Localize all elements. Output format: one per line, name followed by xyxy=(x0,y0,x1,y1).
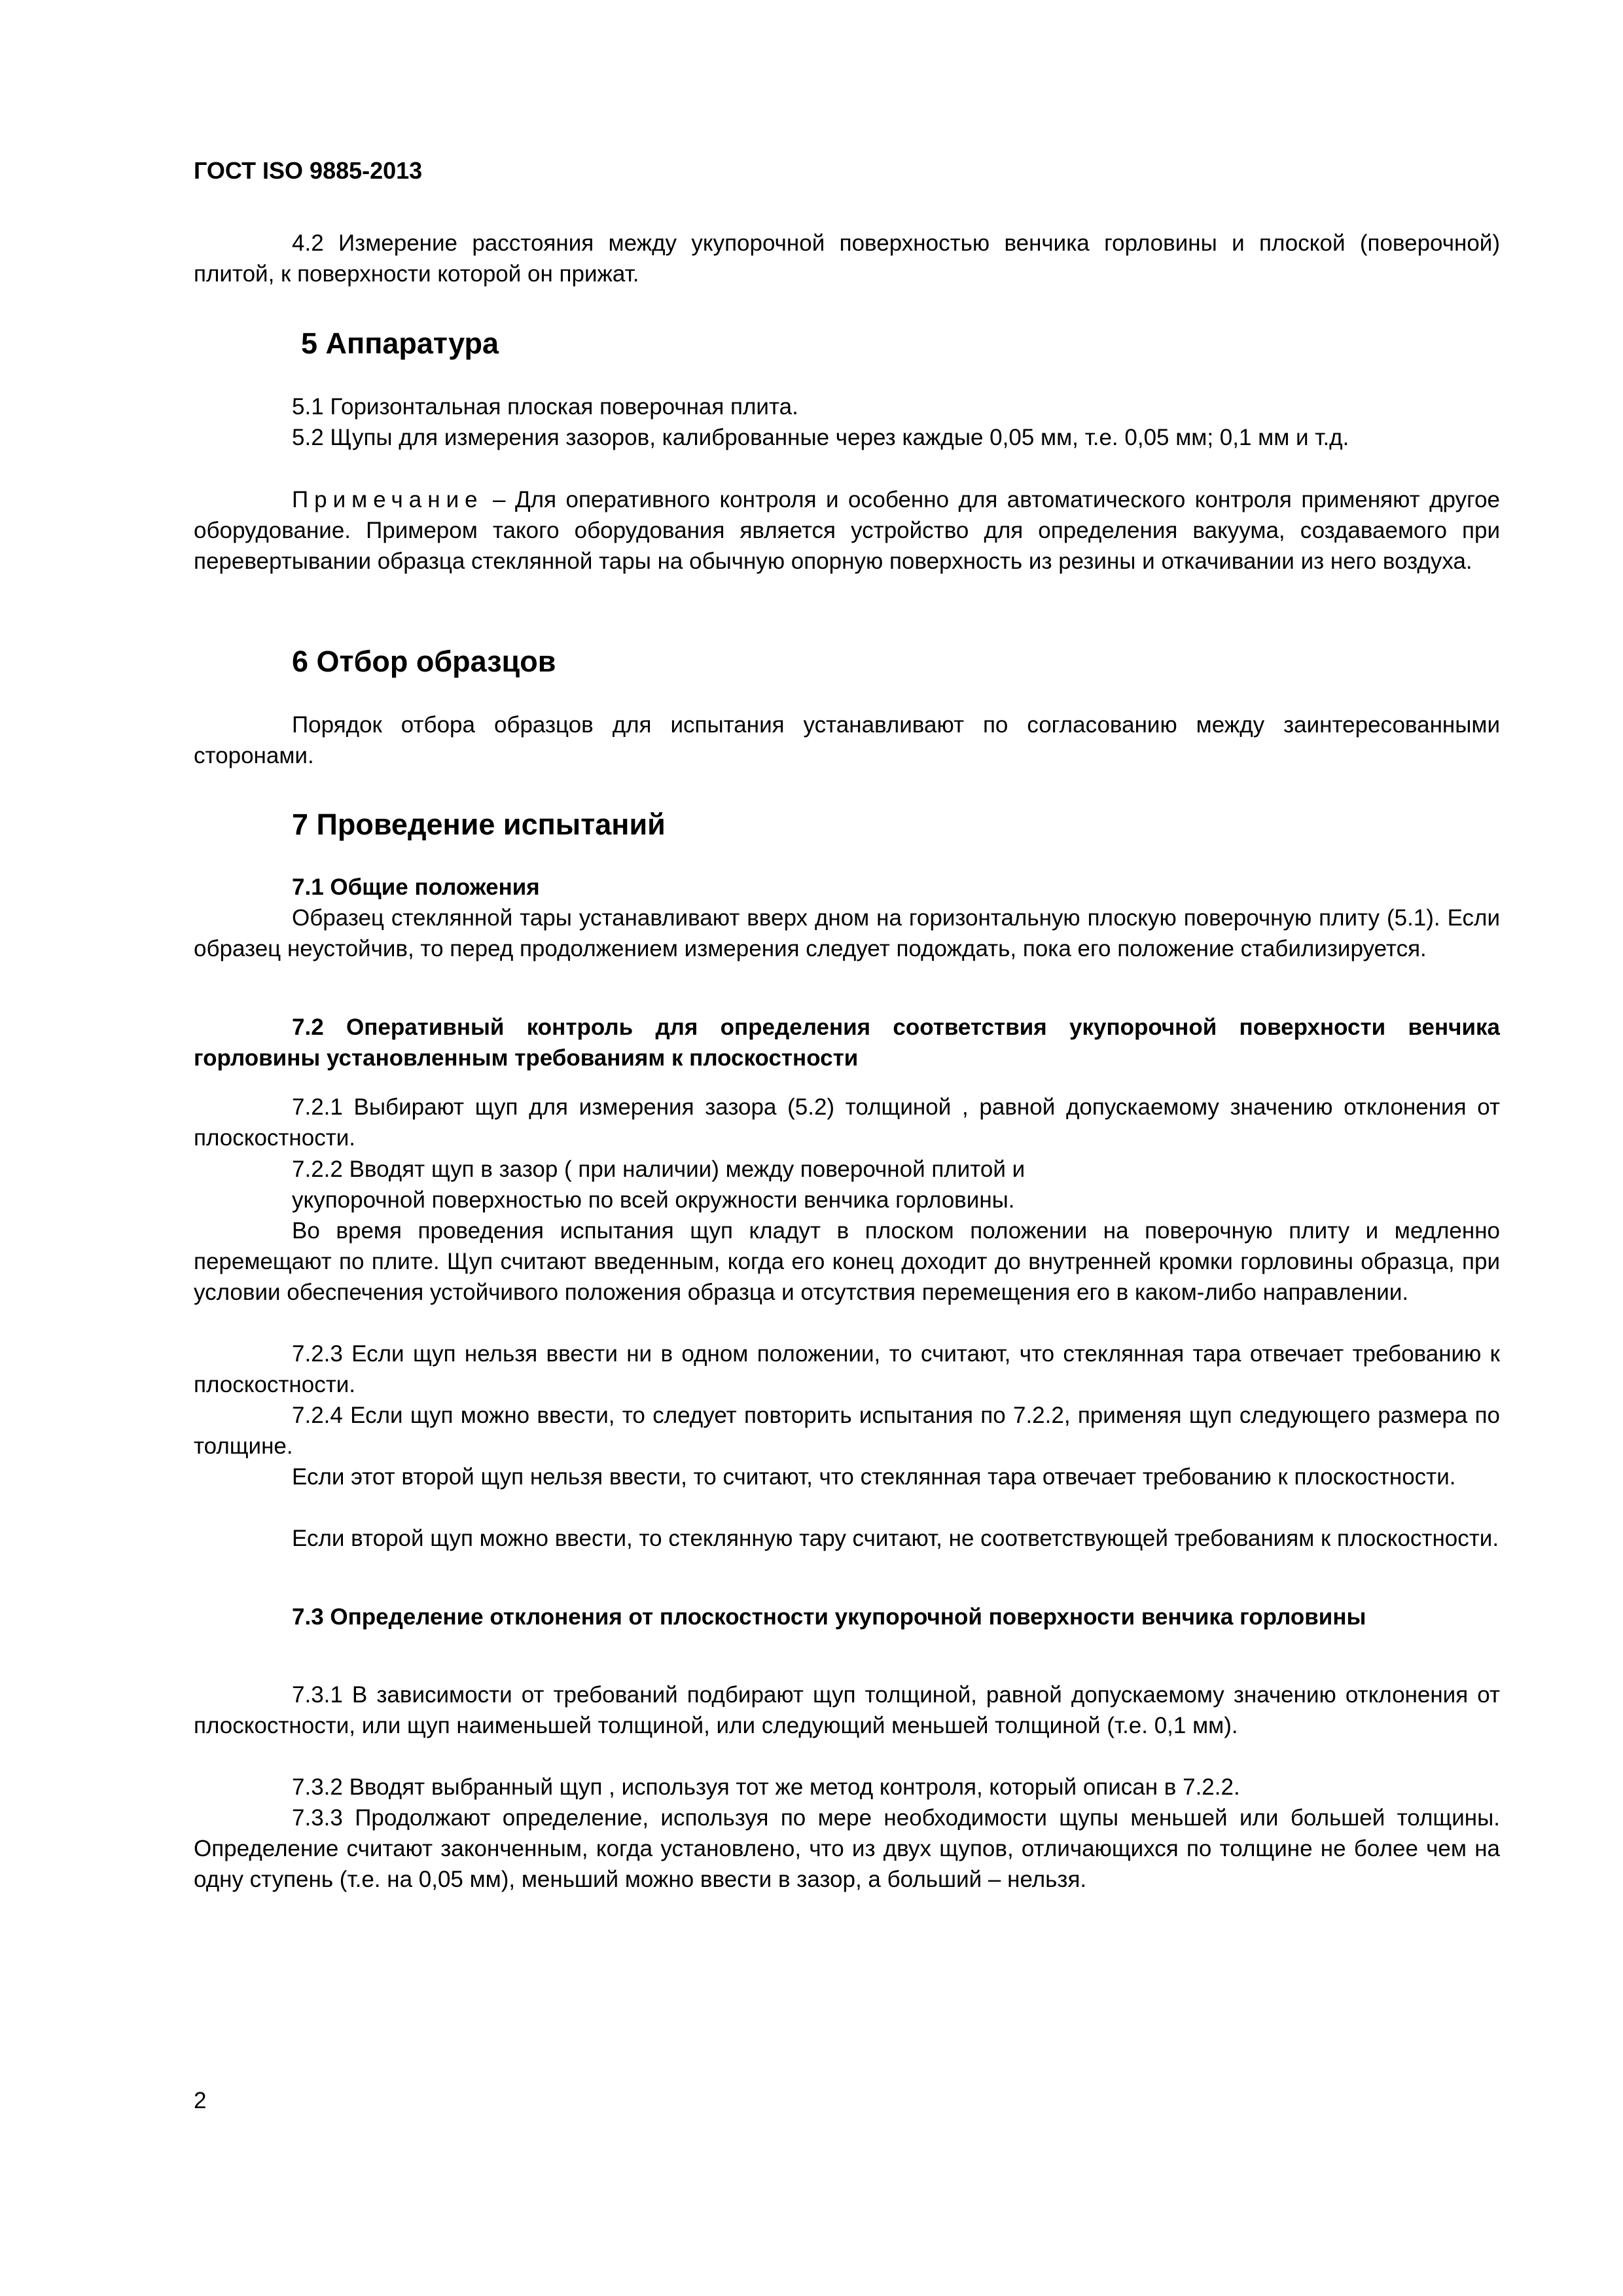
paragraph-7-3-1: 7.3.1 В зависимости от требований подбирают щуп толщиной, равной допускаемому значению отклонения от плоскостности, или щуп наименьшей толщиной, или следующий меньшей толщиной (т.е. 0,1 мм). xyxy=(194,1682,1500,1738)
section-7-title: 7 Проведение испытаний xyxy=(292,808,666,841)
section-5-title: 5 Аппаратура xyxy=(301,327,499,360)
note xyxy=(194,484,1500,577)
section-6-title: 6 Отбор образцов xyxy=(292,645,556,678)
paragraph-7-3-3: 7.3.3 Продолжают определение, используя по мере необходимости щупы меньшей или большей толщины. Определение считают законченным, когда установлено, что из двух щупов, отличающихся по толщине не более чем на одну ступень (т.е. на 0,05 мм), меньший можно ввести в зазор, а больший – нельзя. xyxy=(194,1805,1500,1892)
paragraph-7-2-3: 7.2.3 Если щуп нельзя ввести ни в одном положении, то считают, что стеклянная тара отвечает требованию к плоскостности. xyxy=(194,1341,1500,1397)
paragraph-7-2-4b: Если этот второй щуп нельзя ввести, то считают, что стеклянная тара отвечает требованию к плоскостности. xyxy=(292,1464,1456,1490)
paragraph-4-2: 4.2 Измерение расстояния между укупорочной поверхностью венчика горловины и плоской (поверочной) плитой, к поверхности которой он прижат. xyxy=(194,230,1500,287)
paragraph-6: Порядок отбора образцов для испытания устанавливают по согласованию между заинтересованными сторонами. xyxy=(194,712,1500,768)
paragraph-7-3-2: 7.3.2 Вводят выбранный щуп , используя тот же метод контроля, который описан в 7.2.2. xyxy=(292,1774,1240,1800)
document-code: ГОСТ ISO 9885-2013 xyxy=(194,157,423,184)
note-text: – Для оперативного контроля и особенно для автоматического контроля применяют другое оборудование. Примером такого оборудования является устройство для определения вакуума, создаваемого при перевертывании образца стеклянной тары на обычную опорную поверхность из резины и откачивании из него воздуха. xyxy=(194,487,1500,574)
page-number: 2 xyxy=(194,2088,207,2113)
paragraph-7-2-2a: 7.2.2 Вводят щуп в зазор ( при наличии) между поверочной плитой и xyxy=(292,1157,1026,1182)
paragraph-7-2-4c: Если второй щуп можно ввести, то стеклянную тару считают, не соответствующей требованиям к плоскостности. xyxy=(292,1526,1499,1551)
paragraph-5-2: 5.2 Щупы для измерения зазоров, калиброванные через каждые 0,05 мм, т.е. 0,05 мм; 0,1 мм и т.д. xyxy=(292,425,1349,450)
paragraph-7-2-2b: укупорочной поверхностью по всей окружности венчика горловины. xyxy=(292,1187,1015,1213)
paragraph-7-2-4: 7.2.4 Если щуп можно ввести, то следует повторить испытания по 7.2.2, применяя щуп следующего размера по толщине. xyxy=(194,1403,1500,1459)
paragraph-7-2-1: 7.2.1 Выбирают щуп для измерения зазора (5.2) толщиной , равной допускаемому значению отклонения от плоскостности. xyxy=(194,1094,1500,1151)
paragraph-7-2-2c: Во время проведения испытания щуп кладут в плоском положении на поверочную плиту и медленно перемещают по плите. Щуп считают введенным, когда его конец доходит до внутренней кромки горловины образца, при условии обеспечения устойчивого положения образца и отсутствия перемещения его в каком-либо направлении. xyxy=(194,1218,1500,1305)
note-label: Примечание xyxy=(292,487,484,512)
subsection-7-3-title: 7.3 Определение отклонения от плоскостности укупорочной поверхности венчика горловины xyxy=(292,1604,1366,1630)
subsection-7-2-title: 7.2 Оперативный контроль для определения соответствия укупорочной поверхности венчика горловины установленным требованиям к плоскостности xyxy=(194,1014,1500,1071)
subsection-7-1-title: 7.1 Общие положения xyxy=(292,874,540,900)
paragraph-7-1: Образец стеклянной тары устанавливают вверх дном на горизонтальную плоскую поверочную плиту (5.1). Если образец неустойчив, то перед продолжением измерения следует подождать, пока его положение стабилизируется. xyxy=(194,905,1500,961)
paragraph-5-1: 5.1 Горизонтальная плоская поверочная плита. xyxy=(292,394,798,420)
